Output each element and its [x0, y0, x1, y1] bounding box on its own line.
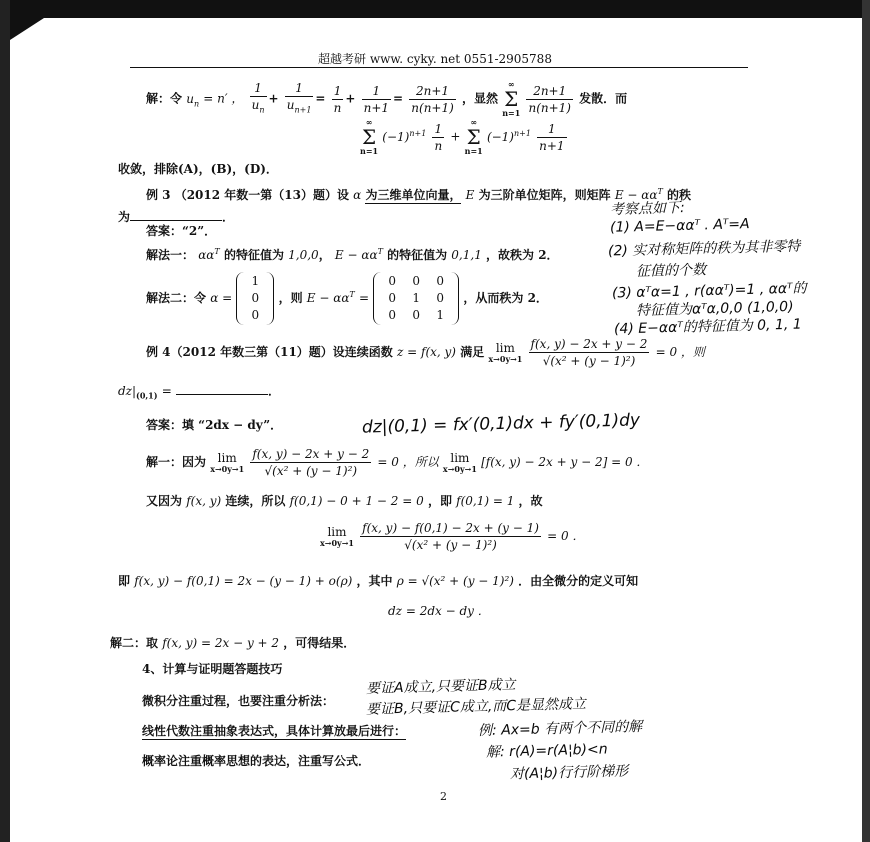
text: 0 [388, 291, 397, 305]
text: y→1 [227, 464, 245, 474]
text: f(x, y) [186, 494, 222, 508]
text: ． [222, 210, 235, 224]
text: √(x² + (y − 1)²) [404, 538, 497, 552]
text: 1,0,0 [288, 248, 319, 262]
example-4-answer: 答案：填 “2dx − dy”． [146, 418, 283, 432]
example-4-limit-formula [320, 520, 584, 553]
text: n(n+1) [528, 100, 571, 115]
text: 解法一： [146, 248, 195, 262]
text: 0 [412, 308, 421, 322]
text: n+1 [294, 105, 312, 115]
text: u [186, 91, 194, 106]
text: 0 [436, 274, 445, 288]
text: x→0 [442, 464, 460, 474]
text: ． [267, 384, 280, 398]
text: dz| [118, 384, 137, 398]
series-formula: ∞ Σ n=1 $(-1)^{n+1}$ $\frac{1}{n}$ + ∞ Σ n=1 $(-1)^{n+1}$ $\frac{1}{n+1}$ [360, 117, 565, 156]
handwritten-note: 特征值为αᵀα,0,0 (1,0,0) [635, 298, 794, 320]
conclusion-line: 收敛，排除(A)，(B)，(D)． [118, 162, 278, 176]
text: = n′ ， [203, 91, 244, 106]
text: ，其中 [356, 574, 393, 588]
example-3-answer: 答案：“2”． [146, 224, 217, 238]
text: = 0 ，所以 [377, 455, 439, 469]
example-4-solution-1 [146, 446, 648, 479]
text: lim [327, 525, 347, 539]
text: 1 [251, 274, 260, 288]
text: 为 [118, 210, 131, 224]
text: u [286, 98, 295, 112]
text: E [465, 188, 475, 202]
text: (−1) [382, 129, 410, 144]
text: T [657, 187, 663, 196]
text: α = [210, 291, 233, 305]
text: 0 [388, 308, 397, 322]
text: = 0 ． [547, 529, 585, 543]
text: ．由全微分的定义可知 [518, 574, 639, 588]
text: T [349, 290, 355, 299]
text: x→0 [210, 464, 228, 474]
text: √(x² + (y − 1)²) [264, 464, 358, 478]
text: f(x, y) − 2x + y − 2 [530, 337, 648, 351]
text: 0 [412, 274, 421, 288]
text: 解一：因为 [146, 455, 207, 469]
text: lim [450, 451, 470, 465]
text: u [251, 98, 260, 112]
text: 0 [388, 274, 397, 288]
section-4-calculus [142, 692, 334, 709]
text: αα [198, 248, 215, 262]
text: 的特征值为 [387, 248, 448, 262]
text: 解：令 [146, 91, 183, 106]
text: f(0,1) = 1 [456, 494, 515, 508]
text: 发散．而 [579, 91, 628, 106]
text: n(n+1) [411, 100, 454, 115]
text: 例 3 （2012 年数一第（13）题）设 [146, 188, 349, 202]
header-rule [130, 67, 748, 68]
text: T [214, 247, 220, 256]
page-header: 超越考研 www. cyky. net 0551-2905788 [318, 52, 552, 66]
example-3-method-1 [146, 246, 559, 263]
text: 0,1,1 [451, 248, 482, 262]
text: f(x, y) − 2x + y − 2 [252, 447, 370, 461]
text: 的秩 [667, 188, 692, 202]
text: = [358, 291, 370, 305]
text: n+1 [514, 128, 531, 138]
text: = 0 ，则 [655, 345, 705, 359]
text: f(x, y) − f(0,1) − 2x + (y − 1) [362, 521, 539, 535]
text: n [434, 138, 443, 153]
text: 1 [332, 83, 344, 100]
scan-border-left [0, 0, 10, 842]
answer-blank [130, 220, 222, 221]
text: ∞ [507, 79, 515, 90]
text: ，从而秩为 2． [463, 291, 548, 305]
text: 解法二：令 [146, 291, 207, 305]
text: n [333, 100, 342, 115]
text: 又因为 [146, 494, 183, 508]
handwritten-note: 例: Ax=b 有两个不同的解 [477, 718, 643, 740]
section-4-title: 4、计算与证明题答题技巧 [142, 662, 283, 676]
handwritten-note: (2) 实对称矩阵的秩为其非零特 [607, 238, 801, 260]
text: y→1 [337, 538, 354, 548]
text: 1 [432, 121, 444, 138]
text: E − αα [334, 248, 378, 262]
text: 满足 [460, 345, 485, 359]
handwritten-note: 解: r(A)=r(A¦b)<n [485, 741, 608, 761]
text: 连续，所以 [225, 494, 286, 508]
text: x→0 [320, 538, 338, 548]
scan-border-right [862, 0, 870, 842]
text: lim [217, 451, 237, 465]
text: = [161, 384, 172, 398]
text: 解二：取 [110, 636, 159, 650]
text: 0 [251, 308, 260, 322]
scan-border-top [0, 0, 870, 18]
text: + [450, 129, 461, 144]
text: ，则 [278, 291, 303, 305]
text: 线性代数注重抽象表达式，具体计算放最后进行： [142, 724, 407, 738]
section-4-linear-algebra [142, 722, 406, 739]
scan-corner-mark [10, 18, 44, 40]
text: f(x, y) = 2x − y + 2 [162, 636, 280, 650]
text: z = f(x, y) [397, 345, 456, 359]
text: n=1 [502, 108, 521, 119]
example-4-solution-2 [110, 634, 355, 651]
text: E − αα [614, 188, 658, 202]
text: 1 [285, 80, 314, 97]
text: 的特征值为 [223, 248, 284, 262]
text: 1 [412, 291, 421, 305]
text: T [377, 247, 383, 256]
text: n [193, 99, 200, 109]
result-matrix [373, 272, 459, 325]
text: E − αα [306, 291, 350, 305]
section-4-probability: 概率论注重概率思想的表达，注重写公式． [142, 754, 371, 768]
page-number: 2 [440, 790, 447, 803]
example-4-step-2 [146, 492, 543, 509]
text: [f(x, y) − 2x + y − 2] = 0 ． [481, 455, 649, 469]
text: α [353, 188, 362, 202]
answer-blank [176, 394, 268, 395]
text: 例 4（2012 年数三第（11）题）设连续函数 [146, 345, 393, 359]
text: n [259, 105, 265, 115]
text: √(x² + (y − 1)²) [542, 354, 636, 368]
text: (−1) [486, 129, 514, 144]
text: lim [495, 341, 515, 355]
example-4-title [146, 336, 705, 369]
handwritten-note: 征值的个数 [635, 262, 707, 280]
handwritten-note: (4) E−ααᵀ的特征值为 0, 1, 1 [613, 316, 802, 338]
text: ，故 [518, 494, 543, 508]
text: 即 [118, 574, 131, 588]
text: f(x, y) − f(0,1) = 2x − (y − 1) + o(ρ) [134, 574, 353, 588]
text: y→1 [459, 464, 477, 474]
text: 为三阶单位矩阵，则矩阵 [478, 188, 611, 202]
example-4-step-4 [118, 572, 638, 589]
text: 2n+1 [526, 83, 573, 100]
text: 2n+1 [409, 83, 456, 100]
example-3-method-2 [146, 272, 548, 325]
example-4-blank-line [118, 382, 280, 400]
text: ，故秩为 2． [486, 248, 559, 262]
text: y→1 [505, 354, 523, 364]
handwritten-note: 考察点如下: [609, 200, 685, 218]
handwritten-note: (1) A=E−ααᵀ . Aᵀ=A [609, 216, 750, 236]
prev-solution-line: 解：令 $u_n = n'$ ， $\frac{1}{u_n}$ + $\frac{1}{u_{n+1}}$ = $\frac{1}{n}$ + $\frac{1}{n+1}$ = $\frac{2n+1}{n(n+1)}$ ，显然 ∞ Σ n=1 $\frac{2n+1}{n(n+1)}$ 发散．而 [146, 79, 628, 119]
text: 1 [436, 308, 445, 322]
handwritten-note: 要证A成立,只要证B成立 [365, 677, 516, 697]
text: 1 [250, 80, 267, 97]
text: 1 [362, 83, 391, 100]
handwritten-note: 要证B,只要证C成立,而C是显然成立 [365, 696, 587, 718]
text: n+1 [363, 100, 390, 115]
text: ，显然 [461, 91, 498, 106]
total-differential: dz = 2dx − dy ． [388, 604, 490, 618]
text: n+1 [539, 138, 565, 153]
text: 0 [251, 291, 260, 305]
text: 1 [537, 121, 566, 138]
text: 为三维单位向量， [365, 188, 462, 202]
text: ，即 [427, 494, 452, 508]
text: n+1 [409, 128, 427, 138]
handwritten-note: 对(A¦b)行行阶梯形 [509, 763, 629, 783]
text: 微积分注重过程，也要注重分析法： [142, 694, 335, 708]
text: f(0,1) − 0 + 1 − 2 = 0 [289, 494, 424, 508]
text: ，可得结果． [283, 636, 356, 650]
text: (0,1) [136, 390, 158, 401]
text: ， [318, 248, 331, 262]
handwritten-note: (3) αᵀα=1 , r(ααᵀ)=1 , ααᵀ的 [611, 280, 807, 302]
text: ρ = √(x² + (y − 1)²) [396, 574, 514, 588]
column-vector [236, 272, 274, 325]
text: x→0 [488, 354, 506, 364]
text: 0 [436, 291, 445, 305]
handwritten-note: dz|(0,1) = fx′(0,1)dx + fy′(0,1)dy [361, 410, 641, 438]
